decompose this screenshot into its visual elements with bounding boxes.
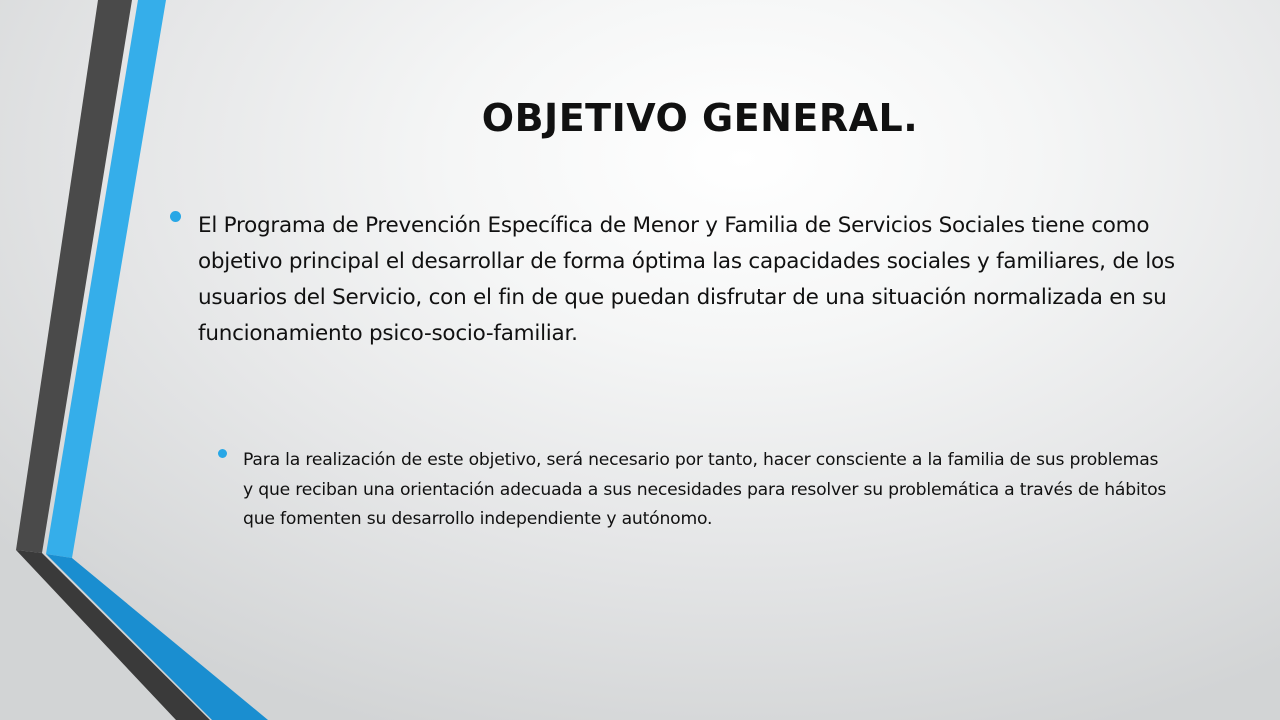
bullet-level-1	[198, 208, 1178, 352]
bullet-level-2	[243, 446, 1173, 535]
bullet-dot-icon	[170, 211, 181, 222]
bullet-text: El Programa de Prevención Específica de Menor y Familia de Servicios Sociales tiene como objetivo principal el desarrollar de forma óptima las capacidades sociales y familiares, de los usuarios del Servicio, con el fin de que puedan disfrutar de una situación normalizada en su funcionamiento psico-socio-familiar.	[198, 213, 1175, 346]
slide-title: OBJETIVO GENERAL.	[481, 96, 919, 140]
dark-stripe-lower	[16, 550, 210, 720]
bullet-text: Para la realización de este objetivo, será necesario por tanto, hacer consciente a la familia de sus problemas y que reciban una orientación adecuada a sus necesidades para resolver su problemática a través de hábitos que fomenten su desarrollo independiente y autónomo.	[243, 450, 1167, 529]
bullet-dot-icon	[218, 449, 227, 458]
